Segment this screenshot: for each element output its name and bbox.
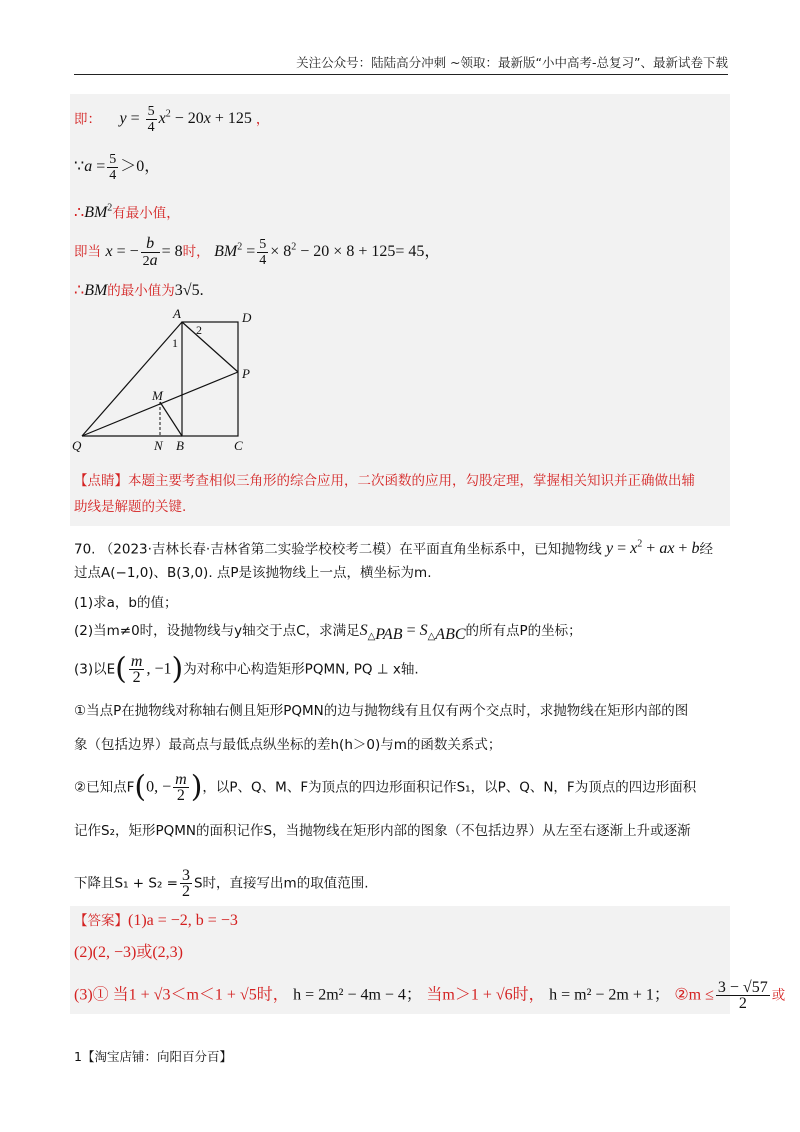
- problem-line-2: 过点A(−1,0)、B(3,0). 点P是该抛物线上一点，横坐标为m.: [74, 565, 432, 581]
- segment-AP: [182, 322, 238, 372]
- answer-line-3: (3)① 当1 + √3＜m＜1 + √5时， h = 2m² − 4m − 4； 当m＞1 + √6时， h = m² − 2m + 1； ②m ≤ $\frac{3 - √57}{2}$ 或: [74, 979, 786, 1012]
- label-M: M: [152, 388, 163, 403]
- question-3-1a: ①当点P在抛物线对称轴右侧且矩形PQMN的边与抛物线有且仅有两个交点时，求抛物线在矩形内部的图: [74, 703, 689, 719]
- angle-label-2: 2: [196, 323, 202, 337]
- question-3-2a: ②已知点F(0, − $\frac{m}{2}$ )，以P、Q、M、F为顶点的四边形面积记作S₁，以P、Q、N，F为顶点的四边形面积: [74, 769, 697, 805]
- label-P: P: [242, 366, 250, 381]
- label-Q: Q: [72, 438, 82, 452]
- question-3-1b: 象（包括边界）最高点与最低点纵坐标的差h(h＞0)与m的函数关系式；: [74, 737, 502, 753]
- label-B: B: [176, 438, 184, 452]
- angle-label-1: 1: [172, 336, 178, 350]
- rectangle-ABCD: [182, 322, 238, 436]
- question-3-2b: 记作S₂，矩形PQMN的面积记作S，当抛物线在矩形内部的图象（不包括边界）从左至右逐渐上升或逐渐: [74, 823, 691, 839]
- comment-line-2: 助线是解题的关键.: [74, 499, 187, 515]
- segment-AQ: [82, 322, 182, 436]
- comment-line-1: 【点睛】本题主要考查相似三角形的综合应用，二次函数的应用，勾股定理，掌握相关知识并正确做出辅: [74, 473, 695, 489]
- solution-line-3: $\therefore BM^2$有最小值，: [74, 203, 180, 222]
- question-3: (3)以E( $\frac{m}{2}$ , −1)为对称中心构造矩形PQMN, PQ ⊥ x轴.: [74, 651, 419, 687]
- label-D: D: [242, 310, 252, 325]
- solution-line-5: ∴BM的最小值为3√5.: [74, 282, 204, 299]
- solution-line-1: 即： y = $\frac{5}{4}$ $x^2 - 20x + 125$ ，: [74, 104, 270, 136]
- page-footer: 1【淘宝店铺：向阳百分百】: [74, 1049, 232, 1064]
- geometry-figure: [70, 302, 270, 452]
- label-A: A: [173, 306, 181, 321]
- problem-line-1: 70. （2023·吉林长春·吉林省第二实验学校校考二模）在平面直角坐标系中，已知抛物线 $y = x^2$ + ax + b经: [74, 539, 713, 558]
- solution-line-4: 即当 x = − $\frac{b}{2a}$ = 8时， $BM^2$ = $\frac{5}{4}$ × $8^2 - 20 \times 8 + 125= 45$，: [74, 235, 441, 269]
- segment-MB: [160, 402, 182, 436]
- answer-line-2: (2)(2, −3)或(2,3): [74, 944, 183, 961]
- label-C: C: [234, 438, 243, 452]
- label-N: N: [154, 438, 163, 452]
- page-header: 关注公众号：陆陆高分冲刺 ~领取：最新版“小中高考-总复习”、最新试卷下载: [74, 52, 728, 75]
- question-1: (1)求a，b的值；: [74, 595, 178, 611]
- question-2: (2)当m≠0时，设抛物线与y轴交于点C，求满足$S_{\triangle PAB} = S_{\triangle ABC}$的所有点P的坐标；: [74, 622, 582, 644]
- answer-line-1: 【答案】(1)a = −2, b = −3: [74, 912, 238, 929]
- question-3-2c: 下降且S₁ + S₂ = $\frac{3}{2}$ S时，直接写出m的取值范围.: [74, 867, 369, 900]
- solution-line-2: ∵a = $\frac{5}{4}$ ＞0，: [74, 152, 161, 183]
